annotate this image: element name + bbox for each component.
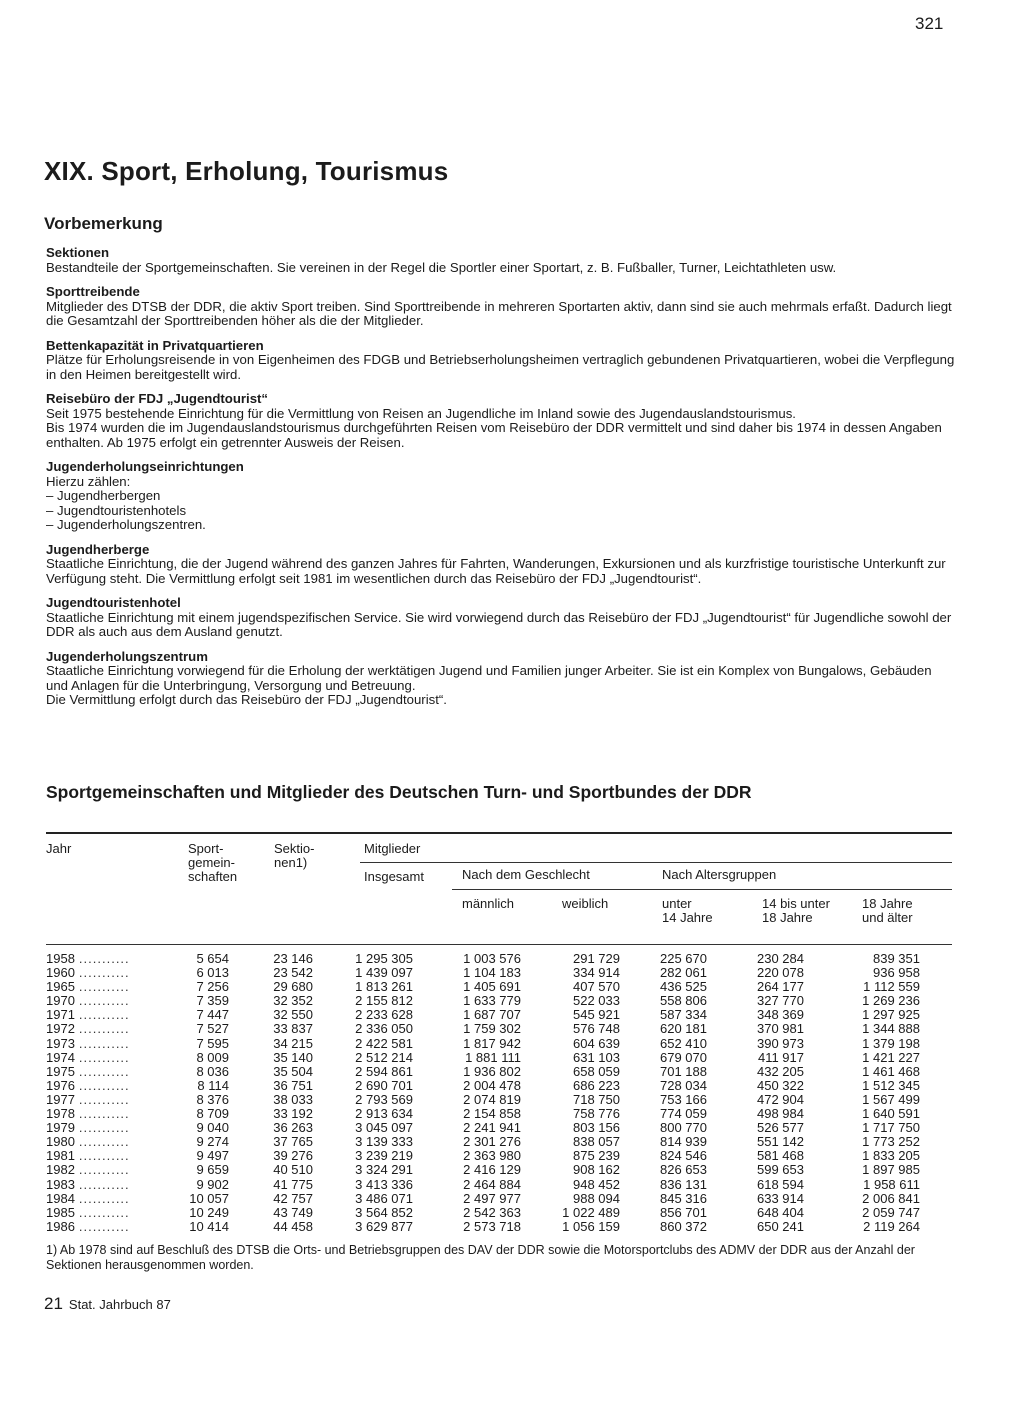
table-cell: 38 033 <box>273 1091 313 1107</box>
year-value: 1980 <box>46 1135 75 1150</box>
table-cell: 5 654 <box>196 951 229 966</box>
table-cell: 3 324 291 <box>355 1162 413 1178</box>
table-cell: 32 352 <box>273 993 313 1009</box>
table-cell: 860 372 <box>660 1218 707 1234</box>
table-cell: 23 542 <box>273 965 313 981</box>
section-title: Vorbemerkung <box>44 214 163 233</box>
table-header-rule <box>452 889 952 890</box>
year-value: 1977 <box>46 1092 75 1107</box>
table-cell: 988 094 <box>573 1190 620 1206</box>
table-title: Sportgemeinschaften und Mitglieder des Deutschen Turn- und Sportbundes der DDR <box>46 782 752 802</box>
table-cell: 650 241 <box>757 1218 804 1234</box>
table-row <box>46 1093 952 1107</box>
table-cell: 9 497 <box>196 1148 229 1164</box>
table-cell: 8 376 <box>196 1091 229 1107</box>
table-cell: 2 542 363 <box>463 1204 521 1220</box>
year-value: 1986 <box>46 1219 75 1234</box>
year-value: 1976 <box>46 1078 75 1093</box>
leader-dots: ........... <box>78 994 130 1009</box>
table-body <box>46 952 952 1234</box>
table-cell: 327 770 <box>757 993 804 1009</box>
table-cell: 407 570 <box>573 979 620 995</box>
table-cell: 648 404 <box>757 1204 804 1220</box>
table-cell: 43 749 <box>273 1204 313 1220</box>
definition <box>46 650 956 708</box>
table-cell: 348 369 <box>757 1007 804 1023</box>
table-cell: 1 687 707 <box>463 1007 521 1023</box>
table-cell: 264 177 <box>757 979 804 995</box>
table-cell: 7 447 <box>196 1007 229 1023</box>
column-header-insgesamt: Insgesamt <box>364 869 424 884</box>
leader-dots: ........... <box>78 1064 130 1079</box>
leader-dots: ........... <box>78 1219 130 1234</box>
table-cell: 948 452 <box>573 1176 620 1192</box>
leader-dots: ........... <box>78 1022 130 1037</box>
table-cell: 658 059 <box>573 1063 620 1079</box>
table-cell: 472 904 <box>757 1091 804 1107</box>
year-value: 1970 <box>46 994 75 1009</box>
table-cell: 42 757 <box>273 1190 313 1206</box>
leader-dots: ........... <box>78 1205 130 1220</box>
table-cell: 2 233 628 <box>355 1007 413 1023</box>
footnote: 1) Ab 1978 sind auf Beschluß des DTSB die Orts- und Betriebsgruppen des DAV der DDR sowie die Motorsportclubs des ADMV der DDR aus der Anzahl der Sektionen herausgenommen worden. <box>46 1243 915 1272</box>
table-cell: 2 913 634 <box>355 1106 413 1122</box>
table-cell: 370 981 <box>757 1021 804 1037</box>
table-cell: 334 914 <box>573 965 620 981</box>
table-cell: 1 813 261 <box>355 979 413 995</box>
footer-number: 21 <box>44 1294 63 1313</box>
year-value: 1975 <box>46 1064 75 1079</box>
table-cell: 32 550 <box>273 1007 313 1023</box>
table-cell: 29 680 <box>273 979 313 995</box>
definition-text: Bestandteile der Sportgemeinschaften. Sie vereinen in der Regel die Sportler einer Sportart, z. B. Fußballer, Turner, Leichtathleten usw. <box>46 259 837 275</box>
leader-dots: ........... <box>78 1191 130 1206</box>
table-cell: 220 078 <box>757 965 804 981</box>
table-cell: 599 653 <box>757 1162 804 1178</box>
leader-dots: ........... <box>78 966 130 981</box>
definition-term: Sektionen <box>46 245 110 260</box>
table-cell: 7 527 <box>196 1021 229 1037</box>
table-cell: 686 223 <box>573 1077 620 1093</box>
table-row <box>46 1192 952 1206</box>
table-cell: 3 045 097 <box>355 1120 413 1136</box>
year-value: 1958 <box>46 952 75 966</box>
table-cell: 1 881 111 <box>465 1049 521 1065</box>
definition <box>46 285 956 329</box>
table-cell: 803 156 <box>573 1120 620 1136</box>
table-cell: 2 422 581 <box>355 1035 413 1051</box>
table-cell: 44 458 <box>273 1218 313 1234</box>
table-cell: 936 958 <box>873 965 920 981</box>
table-cell: 2 497 977 <box>463 1190 521 1206</box>
table-row <box>46 1022 952 1036</box>
table-cell: 1 461 468 <box>862 1063 920 1079</box>
table-cell: 40 510 <box>273 1162 313 1178</box>
definition <box>46 246 956 275</box>
table-cell: 2 301 276 <box>463 1134 521 1150</box>
table-cell: 604 639 <box>573 1035 620 1051</box>
table-cell: 908 162 <box>573 1162 620 1178</box>
table-row <box>46 1051 952 1065</box>
table-cell: 6 013 <box>196 965 229 981</box>
column-header-weiblich: weiblich <box>562 896 609 911</box>
year-value: 1971 <box>46 1008 75 1023</box>
definition <box>46 460 956 533</box>
table-cell: 36 751 <box>273 1077 313 1093</box>
leader-dots: ........... <box>78 1078 130 1093</box>
definition-text: Staatliche Einrichtung vorwiegend für die Erholung der werktätigen Jugend und Familien junger Arbeiter. Sie ist ein Komplex von Bungalows, Gebäuden und Anlagen für die Unterbringung, Versorgung und Betreuung. Die Vermittlung erfolgt durch das Reisebüro der FDJ „Jugendtourist“. <box>46 663 932 707</box>
year-value: 1985 <box>46 1205 75 1220</box>
table-cell: 33 837 <box>273 1021 313 1037</box>
table-cell: 37 765 <box>273 1134 313 1150</box>
table-cell: 3 486 071 <box>355 1190 413 1206</box>
table-cell: 8 009 <box>196 1049 229 1065</box>
year-value: 1972 <box>46 1022 75 1037</box>
table-cell: 1 936 802 <box>463 1063 521 1079</box>
table-cell: 2 793 569 <box>355 1091 413 1107</box>
table-row <box>46 980 952 994</box>
column-header-mitglieder: Mitglieder <box>364 841 421 856</box>
table-row <box>46 1107 952 1121</box>
table-cell: 23 146 <box>273 951 313 966</box>
table-row <box>46 1149 952 1163</box>
table-cell: 2 573 718 <box>463 1218 521 1234</box>
column-header-sektionen: Sektio- nen1) <box>274 841 315 870</box>
definition <box>46 392 956 450</box>
year-value: 1960 <box>46 966 75 981</box>
definition-text: Staatliche Einrichtung, die der Jugend während des ganzen Jahres für Fahrten, Wanderungen, Exkursionen und als kurzfristige touristische Unterkunft zur Verfügung steht. Die Vermittlung erfolgt seit 1981 im wesentlichen durch das Reisebüro der FDJ „Jugendtourist“. <box>46 556 946 586</box>
table-cell: 411 917 <box>757 1049 804 1065</box>
table-cell: 10 414 <box>189 1218 229 1234</box>
year-value: 1978 <box>46 1107 75 1122</box>
table-cell: 1 633 779 <box>463 993 521 1009</box>
table-cell: 774 059 <box>660 1106 707 1122</box>
table-cell: 826 653 <box>660 1162 707 1178</box>
table-cell: 620 181 <box>660 1021 707 1037</box>
table-cell: 39 276 <box>273 1148 313 1164</box>
table-cell: 526 577 <box>757 1120 804 1136</box>
table-cell: 1 567 499 <box>862 1091 920 1107</box>
year-value: 1984 <box>46 1191 75 1206</box>
table-top-rule <box>46 832 952 834</box>
table-cell: 836 131 <box>660 1176 707 1192</box>
table-row <box>46 1178 952 1192</box>
table-cell: 2 155 812 <box>355 993 413 1009</box>
table-cell: 41 775 <box>273 1176 313 1192</box>
page-footer <box>44 1294 171 1314</box>
table-cell: 856 701 <box>660 1204 707 1220</box>
table-cell: 558 806 <box>660 993 707 1009</box>
page-number: 321 <box>915 14 944 33</box>
definition-text: Staatliche Einrichtung mit einem jugendspezifischen Service. Sie wird vorwiegend durch das Reisebüro der FDJ „Jugendtourist“ für Jugendliche sowohl der DDR als auch aus dem Ausland genutzt. <box>46 609 952 639</box>
table-cell: 1 640 591 <box>862 1106 920 1122</box>
table-row <box>46 1065 952 1079</box>
table-cell: 436 525 <box>660 979 707 995</box>
table-cell: 758 776 <box>573 1106 620 1122</box>
table-cell: 1 344 888 <box>862 1021 920 1037</box>
table-cell: 230 284 <box>757 951 804 966</box>
table-cell: 1 717 750 <box>862 1120 920 1136</box>
table-row <box>46 1220 952 1234</box>
definition-text: Hierzu zählen: – Jugendherbergen – Jugendtouristenhotels – Jugenderholungszentren. <box>46 473 206 532</box>
leader-dots: ........... <box>78 980 130 995</box>
table-cell: 1 022 489 <box>562 1204 620 1220</box>
table-cell: 1 439 097 <box>355 965 413 981</box>
table-cell: 291 729 <box>573 951 620 966</box>
definition <box>46 543 956 587</box>
table-cell: 2 336 050 <box>355 1021 413 1037</box>
table-row <box>46 1163 952 1177</box>
column-header-ab18: 18 Jahre und älter <box>862 896 913 925</box>
definition-term: Sporttreibende <box>46 284 140 299</box>
table-cell: 551 142 <box>757 1134 804 1150</box>
table-cell: 587 334 <box>660 1007 707 1023</box>
table-cell: 2 006 841 <box>862 1190 920 1206</box>
table-cell: 2 416 129 <box>463 1162 521 1178</box>
table-cell: 1 512 345 <box>862 1077 920 1093</box>
table-cell: 1 405 691 <box>463 979 521 995</box>
leader-dots: ........... <box>78 1092 130 1107</box>
table-cell: 3 629 877 <box>355 1218 413 1234</box>
leader-dots: ........... <box>78 1135 130 1150</box>
table-cell: 7 256 <box>196 979 229 995</box>
table-cell: 618 594 <box>757 1176 804 1192</box>
year-value: 1974 <box>46 1050 75 1065</box>
table-cell: 679 070 <box>660 1049 707 1065</box>
table-cell: 1 295 305 <box>355 951 413 966</box>
table-cell: 1 833 205 <box>862 1148 920 1164</box>
table-cell: 33 192 <box>273 1106 313 1122</box>
table-cell: 2 074 819 <box>463 1091 521 1107</box>
table-cell: 1 897 985 <box>862 1162 920 1178</box>
column-header-unter14: unter 14 Jahre <box>662 896 713 925</box>
table-cell: 1 056 159 <box>562 1218 620 1234</box>
table-cell: 718 750 <box>573 1091 620 1107</box>
table-header-rule <box>360 862 952 863</box>
table-cell: 1 003 576 <box>463 951 521 966</box>
year-value: 1981 <box>46 1149 75 1164</box>
table-cell: 9 902 <box>196 1176 229 1192</box>
column-header-geschlecht: Nach dem Geschlecht <box>462 867 590 882</box>
footer-label: Stat. Jahrbuch 87 <box>68 1297 171 1312</box>
column-header-jahr: Jahr <box>46 841 72 856</box>
definition-text: Seit 1975 bestehende Einrichtung für die Vermittlung von Reisen an Jugendliche im Inland sowie des Jugendauslandstourismus. Bis 1974 wurden die im Jugendauslandstourismus durchgeführten Reisen vom Reisebüro der DDR vermittelt und sind daher bis 1974 in dessen Angaben enthalten. Ab 1975 erfolgt ein getrennter Ausweis der Reisen. <box>46 405 942 450</box>
table-cell: 390 973 <box>757 1035 804 1051</box>
table-cell: 1 958 611 <box>863 1176 920 1192</box>
table-row <box>46 1135 952 1149</box>
table-cell: 2 512 214 <box>355 1049 413 1065</box>
table-cell: 8 114 <box>197 1077 229 1093</box>
table-cell: 3 139 333 <box>355 1134 413 1150</box>
year-value: 1982 <box>46 1163 75 1178</box>
definition-term: Bettenkapazität in Privatquartieren <box>46 337 264 353</box>
table-cell: 631 103 <box>573 1049 620 1065</box>
table-cell: 728 034 <box>660 1077 707 1093</box>
leader-dots: ........... <box>78 1008 130 1023</box>
table-cell: 35 504 <box>273 1063 313 1079</box>
table-cell: 225 670 <box>660 951 707 966</box>
definition-text: Plätze für Erholungsreisende in von Eigenheimen des FDGB und Betriebserholungsheimen vertraglich gebundenen Privatquartieren, wobei die Verpflegung in den Heimen bereitgestellt wird. <box>46 352 955 382</box>
table-cell: 1 421 227 <box>862 1049 920 1065</box>
table-cell: 9 659 <box>196 1162 229 1178</box>
column-header-sportgemeinschaften: Sport- gemein- schaften <box>188 841 238 884</box>
table-cell: 2 004 478 <box>463 1077 521 1093</box>
table-cell: 1 104 183 <box>463 965 521 981</box>
leader-dots: ........... <box>78 1163 130 1178</box>
table-cell: 35 140 <box>273 1049 313 1065</box>
year-value: 1965 <box>46 980 75 995</box>
leader-dots: ........... <box>78 1177 130 1192</box>
definition-term: Jugendtouristenhotel <box>46 595 181 610</box>
table-header-bottom-rule <box>46 944 952 945</box>
table-cell: 814 939 <box>660 1134 707 1150</box>
definition-term: Jugenderholungseinrichtungen <box>46 459 244 474</box>
leader-dots: ........... <box>78 1107 130 1122</box>
column-header-maennlich: männlich <box>462 896 515 911</box>
table-cell: 753 166 <box>660 1091 707 1107</box>
table-cell: 282 061 <box>660 965 707 981</box>
definition-term: Jugendherberge <box>46 541 150 557</box>
table-row <box>46 1037 952 1051</box>
table-cell: 2 594 861 <box>355 1063 413 1079</box>
table-cell: 3 239 219 <box>355 1148 413 1164</box>
leader-dots: ........... <box>78 1149 130 1164</box>
year-value: 1979 <box>46 1121 75 1136</box>
table-row <box>46 966 952 980</box>
leader-dots: ........... <box>78 1121 130 1136</box>
table-cell: 1 297 925 <box>862 1007 920 1023</box>
table-cell: 845 316 <box>660 1190 707 1206</box>
table-cell: 545 921 <box>573 1007 620 1023</box>
table-cell: 522 033 <box>573 993 620 1009</box>
table-cell: 2 690 701 <box>355 1077 413 1093</box>
table-row <box>46 1121 952 1135</box>
table-row <box>46 994 952 1008</box>
table-cell: 839 351 <box>873 951 920 966</box>
table-cell: 701 188 <box>660 1063 707 1079</box>
table-cell: 1 759 302 <box>463 1021 521 1037</box>
column-header-14bis18: 14 bis unter 18 Jahre <box>762 896 830 925</box>
table-cell: 581 468 <box>757 1148 804 1164</box>
table-cell: 2 119 264 <box>863 1218 920 1234</box>
table-cell: 8 709 <box>196 1106 229 1122</box>
table-cell: 2 154 858 <box>463 1106 521 1122</box>
definition-term: Reisebüro der FDJ „Jugendtourist“ <box>46 391 269 406</box>
table-cell: 3 413 336 <box>355 1176 413 1192</box>
table-cell: 10 249 <box>189 1204 229 1220</box>
table-cell: 498 984 <box>757 1106 804 1122</box>
table-cell: 36 263 <box>273 1120 313 1136</box>
definition-text: Mitglieder des DTSB der DDR, die aktiv Sport treiben. Sind Sporttreibende in mehreren Sportarten aktiv, dann sind sie auch mehrmals erfaßt. Dadurch liegt die Gesamtzahl der Sporttreibenden höher als die der Mitglieder. <box>46 298 952 328</box>
table-cell: 1 269 236 <box>862 993 920 1009</box>
year-value: 1973 <box>46 1036 75 1051</box>
table-cell: 7 359 <box>196 993 229 1009</box>
leader-dots: ........... <box>78 1036 130 1051</box>
table-cell: 1 773 252 <box>862 1134 920 1150</box>
table-cell: 800 770 <box>660 1120 707 1136</box>
column-header-altersgruppen: Nach Altersgruppen <box>662 867 777 882</box>
table-row <box>46 1008 952 1022</box>
table-row <box>46 952 952 966</box>
table-cell: 2 464 884 <box>463 1176 521 1192</box>
chapter-title: XIX. Sport, Erholung, Tourismus <box>44 156 449 186</box>
table-cell: 633 914 <box>757 1190 804 1206</box>
table-cell: 576 748 <box>573 1021 620 1037</box>
definition-term: Jugenderholungszentrum <box>46 648 208 664</box>
year-value: 1983 <box>46 1177 75 1192</box>
table-cell: 1 379 198 <box>862 1035 920 1051</box>
definition <box>46 339 956 383</box>
table-cell: 9 040 <box>196 1120 229 1136</box>
table-cell: 1 817 942 <box>463 1035 521 1051</box>
table-cell: 824 546 <box>660 1148 707 1164</box>
table-cell: 8 036 <box>196 1063 229 1079</box>
table-cell: 652 410 <box>660 1035 707 1051</box>
table-cell: 3 564 852 <box>355 1204 413 1220</box>
table-cell: 875 239 <box>573 1148 620 1164</box>
table-cell: 9 274 <box>196 1134 229 1150</box>
table-cell: 2 363 980 <box>463 1148 521 1164</box>
table-cell: 34 215 <box>273 1035 313 1051</box>
definitions-list <box>46 246 956 718</box>
table-row <box>46 1206 952 1220</box>
leader-dots: ........... <box>78 1050 130 1065</box>
table-cell: 10 057 <box>189 1190 229 1206</box>
definition <box>46 596 956 640</box>
table-cell: 2 059 747 <box>862 1204 920 1220</box>
leader-dots: ........... <box>78 952 130 966</box>
table-cell: 838 057 <box>573 1134 620 1150</box>
table-row <box>46 1079 952 1093</box>
table-cell: 450 322 <box>757 1077 804 1093</box>
table-cell: 2 241 941 <box>463 1120 521 1136</box>
table-cell: 432 205 <box>757 1063 804 1079</box>
table-cell: 1 112 559 <box>863 979 920 995</box>
table-cell: 7 595 <box>196 1035 229 1051</box>
